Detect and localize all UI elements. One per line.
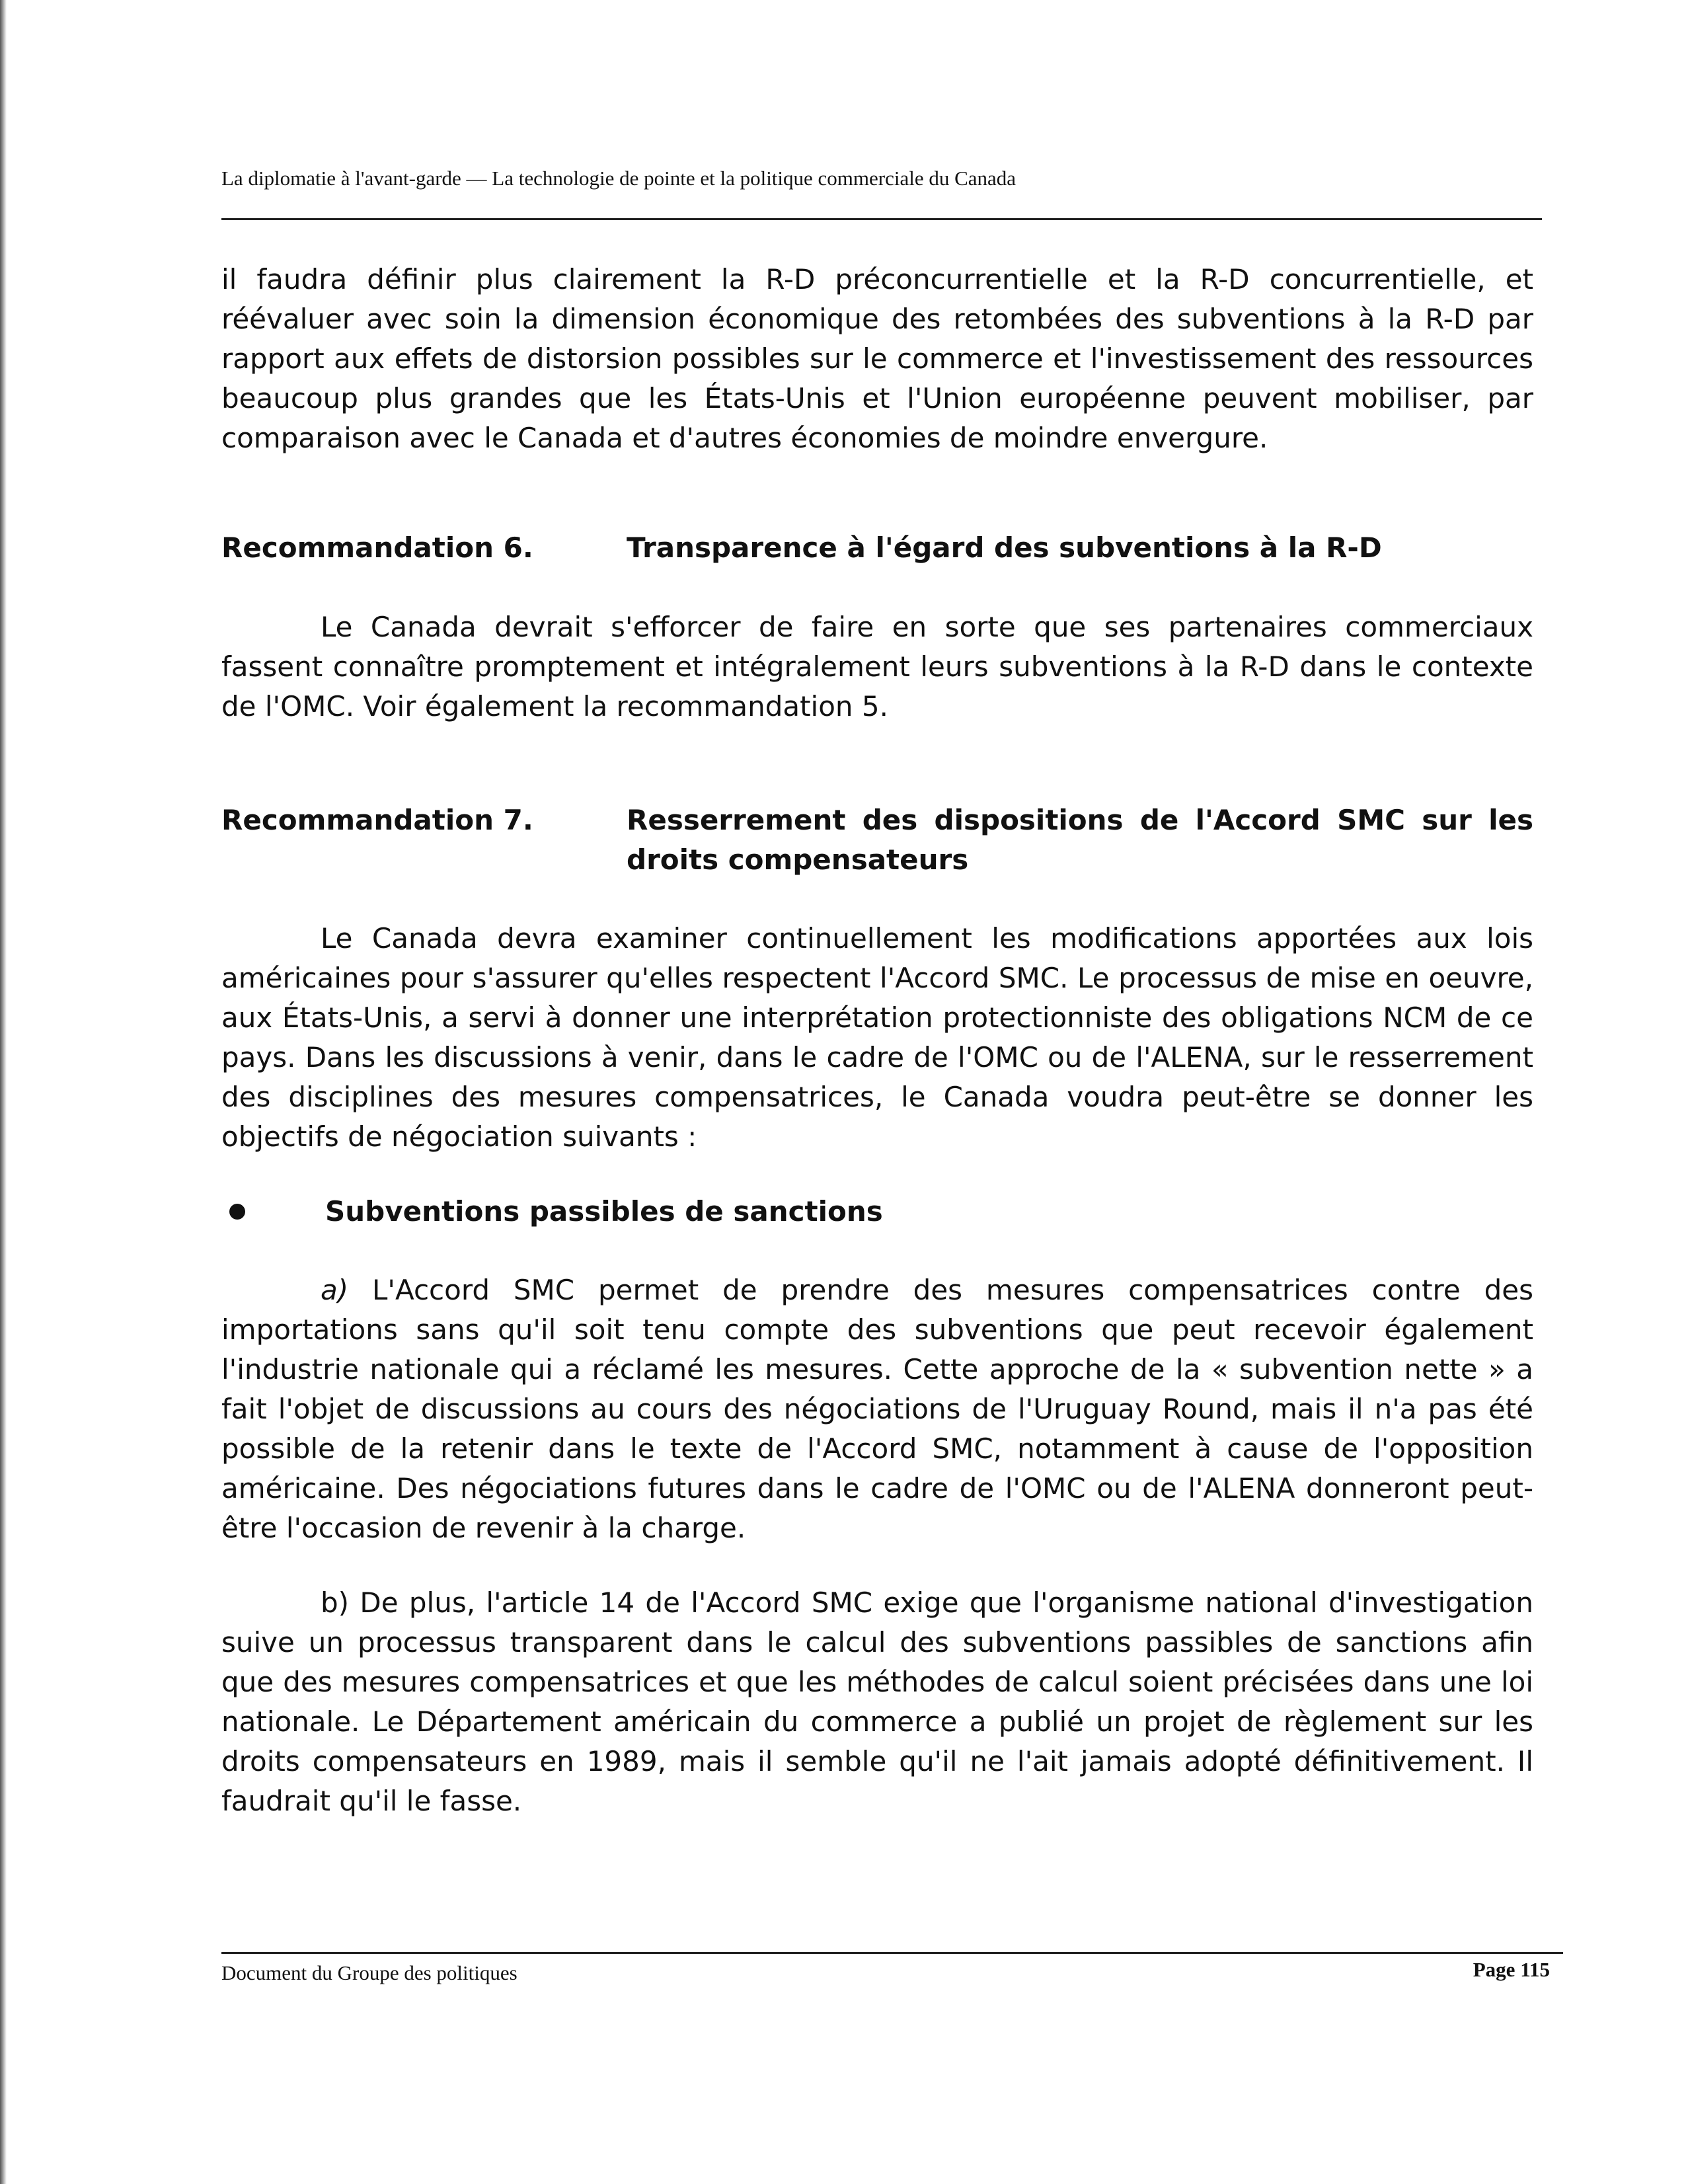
recommendation-7-paragraph: Le Canada devra examiner continuellement les modifications apportées aux lois américaines pour s'assurer qu'elles respectent l'Accord SMC. Le processus de mise en oeuvre, aux États-Unis, a servi à donner une interprétation protectionniste des obligations NCM de ce pays. Dans les discussions à venir, dans le cadre de l'OMC ou de l'ALENA, sur le resserrement des disciplines des mesures compensatrices, le Canada voudra peut-être se donner les objectifs de négociation suivants :	[221, 922, 1533, 1153]
paragraph-a-text: L'Accord SMC permet de prendre des mesures compensatrices contre des importations sans qu'il soit tenu compte des subventions que peut recevoir également l'industrie nationale qui a réclamé les mesures. Cette approche de la « subvention nette » a fait l'objet de discussions au cours des négociations de l'Uruguay Round, mais il n'a pas été possible de la retenir dans le texte de l'Accord SMC, notamment à cause de l'opposition américaine. Des négociations futures dans le cadre de l'OMC ou de l'ALENA donneront peut-être l'occasion de revenir à la charge.	[221, 1274, 1533, 1544]
header-rule	[221, 218, 1542, 220]
paragraph-a	[221, 1270, 1533, 1548]
bullet-dot-icon	[229, 1204, 245, 1220]
recommendation-6-paragraph: Le Canada devrait s'efforcer de faire en sorte que ses partenaires commerciaux fassent connaître promptement et intégralement leurs subventions à la R-D dans le contexte de l'OMC. Voir également la recommandation 5.	[221, 611, 1533, 722]
recommendation-6-number: Recommandation 6.	[221, 531, 533, 564]
recommendation-6-title: Transparence à l'égard des subventions à la R-D	[627, 531, 1382, 564]
running-header: La diplomatie à l'avant-garde — La technologie de pointe et la politique commerciale du Canada	[221, 167, 1017, 190]
intro-paragraph: il faudra définir plus clairement la R-D préconcurrentielle et la R-D concurrentielle, et réévaluer avec soin la dimension économique des retombées des subventions à la R-D par rapport aux effets de distorsion possibles sur le commerce et l'investissement des ressources beaucoup plus grandes que les États-Unis et l'Union européenne peuvent mobiliser, par comparaison avec le Canada et d'autres économies de moindre envergure.	[221, 263, 1533, 454]
paragraph-b: b) De plus, l'article 14 de l'Accord SMC exige que l'organisme national d'investigation suive un processus transparent dans le calcul des subventions passibles de sanctions afin que des mesures compensatrices et que les méthodes de calcul soient précisées dans une loi nationale. Le Département américain du commerce a publié un projet de règlement sur les droits compensateurs en 1989, mais il semble qu'il ne l'ait jamais adopté définitivement. Il faudrait qu'il le fasse.	[221, 1586, 1533, 1817]
page-number: Page 115	[1473, 1958, 1550, 1981]
bullet-heading: Subventions passibles de sanctions	[325, 1195, 883, 1228]
bullet-item	[202, 1192, 1533, 1231]
recommendation-7-number: Recommandation 7.	[221, 804, 533, 836]
recommendation-7-title: Resserrement des dispositions de l'Accord SMC sur les droits compensateurs	[627, 804, 1533, 876]
footer-rule	[221, 1952, 1563, 1954]
footer-source: Document du Groupe des politiques	[221, 1961, 518, 1984]
paragraph-a-marker: a)	[321, 1274, 349, 1306]
recommendation-7-heading	[221, 800, 1533, 880]
scan-left-edge	[0, 0, 7, 2184]
